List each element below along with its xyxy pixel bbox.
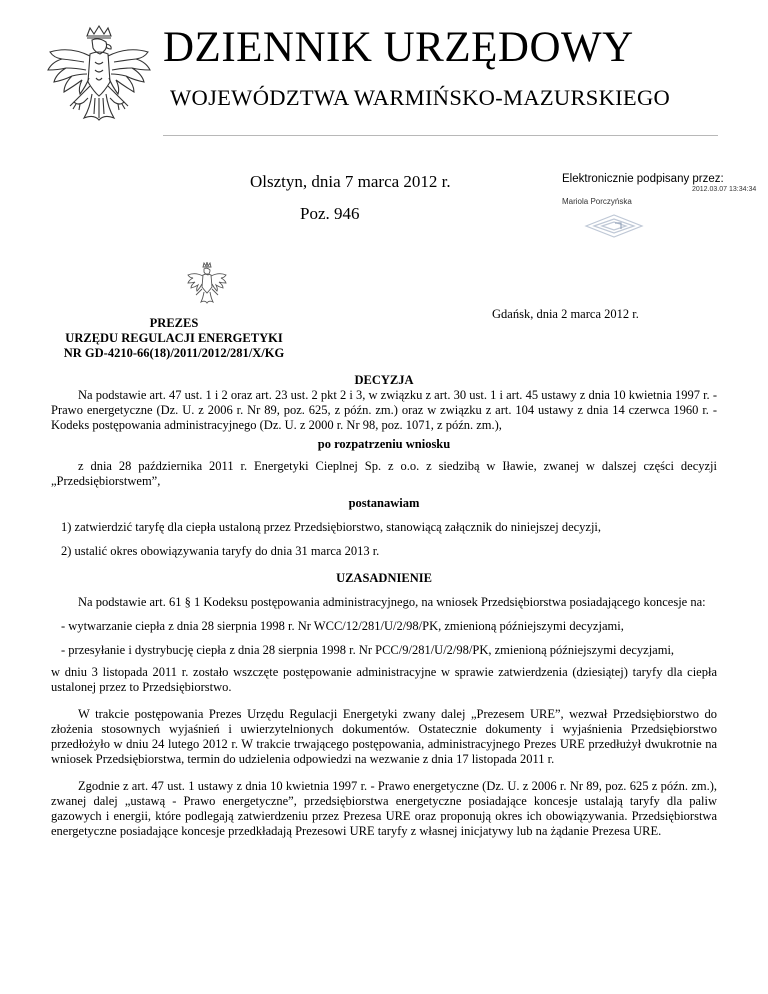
signature-timestamp: 2012.03.07 13:34:34: [692, 186, 757, 193]
journal-title: DZIENNIK URZĘDOWY: [163, 24, 634, 71]
authority-line: PREZES: [149, 316, 199, 330]
ruling-item: 2) ustalić okres obowiązywania taryfy do dnia 31 marca 2013 r.: [61, 544, 380, 558]
signature-header: Elektronicznie podpisany przez:: [562, 173, 724, 185]
publication-date: Olsztyn, dnia 7 marca 2012 r.: [250, 172, 451, 191]
journal-subtitle: WOJEWÓDZTWA WARMIŃSKO-MAZURSKIEGO: [170, 85, 671, 110]
signature-name: Mariola Porczyńska: [562, 197, 632, 206]
concession-item: - przesyłanie i dystrybucję ciepła z dnia 28 sierpnia 1998 r. Nr PCC/9/281/U/2/98/PK, zmienioną późniejszymi decyzjami,: [61, 643, 675, 657]
authority-line: URZĘDU REGULACJI ENERGETYKI: [65, 331, 283, 345]
ruling-item: 1) zatwierdzić taryfę dla ciepła ustaloną przez Przedsiębiorstwo, stanowiącą załącznik do niniejszej decyzji,: [61, 520, 602, 534]
legal-basis-paragraph: Na podstawie art. 47 ust. 1 i 2 oraz art. 23 ust. 2 pkt 2 i 3, w związku z art. 30 ust. 1 i art. 45 ustawy z dnia 10 kwietnia 1997 r. - Prawo energetyczne (Dz. U. z 2006 r. Nr 89, poz. 625, z późn. zm.) oraz w związku z art. 104 ustawy z dnia 14 czerwca 1960 r. - Kodeks postępowania administracyjnego (Dz. U. z 2000 r. Nr 98, poz. 1071, z późn. zm.),: [51, 388, 717, 432]
justification-heading: UZASADNIENIE: [336, 571, 432, 585]
application-paragraph: z dnia 28 października 2011 r. Energetyki Cieplnej Sp. z o.o. z siedzibą w Iławie, zwanej w dalszej części decyzji „Przedsiębiorstwem”,: [51, 459, 717, 488]
signature-seal-icon: [582, 213, 646, 244]
justification-intro: Na podstawie art. 61 § 1 Kodeksu postępowania administracyjnego, na wniosek Przedsiębiorstwa posiadającego koncesje na:: [78, 595, 706, 609]
proceedings-paragraph: w dniu 3 listopada 2011 r. zostało wszczęte postępowanie administracyjne w sprawie zatwierdzenia (dziesiątej) taryfy dla ciepła ustalonej przez to Przedsiębiorstwo.: [51, 665, 717, 694]
position-number: Poz. 946: [300, 204, 360, 223]
small-eagle-emblem-logo: [186, 262, 228, 315]
authority-line: NR GD-4210-66(18)/2011/2012/281/X/KG: [63, 346, 285, 360]
course-paragraph: W trakcie postępowania Prezes Urzędu Regulacji Energetyki zwany dalej „Prezesem URE”, wezwał Przedsiębiorstwo do złożenia stosownych wyjaśnień i uwierzytelnionych dokumentów. Ostatecznie dokumenty i wyjaśnienia Przedsiębiorstwo przedłożyło w dniu 24 lutego 2012 r. W trakcie trwającego postępowania, administracyjnego Prezes URE przedłużył dwukrotnie na wniosek Przedsiębiorstwa, termin do udzielenia odpowiedzi na wezwanie z dnia 17 listopada 2011 r.: [51, 707, 717, 766]
header-divider: [163, 135, 718, 136]
resolve-heading: postanawiam: [348, 496, 420, 510]
law-paragraph: Zgodnie z art. 47 ust. 1 ustawy z dnia 10 kwietnia 1997 r. - Prawo energetyczne (Dz. U. z 2006 r. Nr 89, poz. 625 z późn. zm.), zwanej dalej „ustawą - Prawo energetyczne”, przedsiębiorstwa energetyczne posiadające koncesje ustalają taryfy dla paliw gazowych i energii, które podlegają zatwierdzeniu przez Prezesa URE oraz proponują okres ich obowiązywania. Przedsiębiorstwa energetyczne posiadające koncesje przedkładają Prezesowi URE taryfy z własnej inicjatywy lub na żądanie Prezesa URE.: [51, 779, 717, 838]
after-review-heading: po rozpatrzeniu wniosku: [317, 437, 451, 451]
concession-item: - wytwarzanie ciepła z dnia 28 sierpnia 1998 r. Nr WCC/12/281/U/2/98/PK, zmienioną późniejszymi decyzjami,: [61, 619, 624, 633]
decision-heading: DECYZJA: [354, 373, 414, 387]
eagle-emblem-logo: [40, 22, 158, 147]
decision-body: [51, 373, 717, 839]
issuing-authority: [40, 316, 308, 361]
decision-date: Gdańsk, dnia 2 marca 2012 r.: [492, 307, 639, 321]
